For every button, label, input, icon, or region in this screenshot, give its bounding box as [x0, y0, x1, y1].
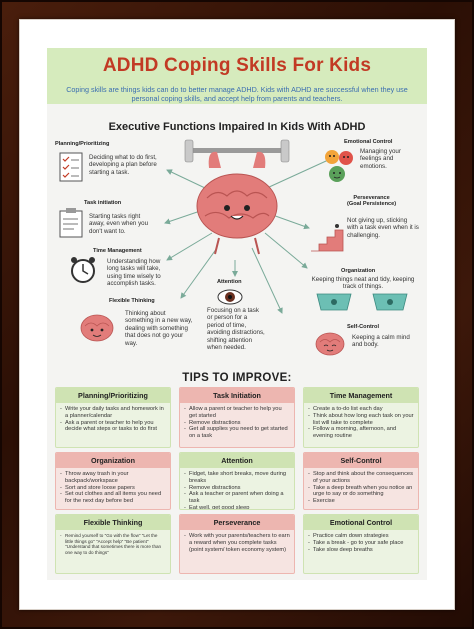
organization-label: Organization	[341, 268, 376, 274]
bins-icon	[313, 292, 413, 312]
emotional-control-text: Managing your feelings and emotions.	[360, 148, 401, 170]
flexible-thinking-label: Flexible Thinking	[109, 298, 155, 304]
perseverance-text: Not giving up, sticking with a task even when it is challenging.	[347, 217, 419, 239]
tip-card-title: Attention	[180, 453, 294, 468]
diagram-heading: Executive Functions Impaired In Kids With ADHD	[108, 121, 366, 133]
tip-card-title: Time Management	[304, 388, 418, 403]
time-management-label: Time Management	[93, 248, 142, 254]
tip-item: - Get all supplies you need to get started on a task	[184, 426, 290, 440]
tip-card-title: Planning/Prioritizing	[56, 388, 170, 403]
tip-item: - Create a to-do list each day	[308, 406, 414, 413]
tip-item: - Follow a morning, afternoon, and evening routine	[308, 426, 414, 440]
planning-label: Planning/Prioritizing	[55, 141, 110, 147]
time-management-text: Understanding how long tasks will take, using time wisely to accomplish tasks.	[107, 258, 161, 288]
tip-card-title: Emotional Control	[304, 515, 418, 530]
tip-item: - Allow a parent or teacher to help you get started	[184, 406, 290, 420]
clipboard-icon	[59, 208, 83, 238]
tip-card-title: Task Initiation	[180, 388, 294, 403]
tip-item: - Remove distractions	[184, 485, 290, 492]
tip-card	[303, 514, 419, 574]
tip-item: - Stop and think about the consequences of your actions	[308, 471, 414, 485]
tip-card-title: Perseverance	[180, 515, 294, 530]
calm-brain-icon	[313, 330, 347, 360]
tip-card	[303, 387, 419, 448]
tip-item: - Fidget, take short breaks, move during breaks	[184, 471, 290, 485]
emotional-control-label: Emotional Control	[344, 139, 393, 145]
tip-item: - Practice calm down strategies	[308, 533, 414, 540]
organization-text: Keeping things neat and tidy, keeping track of things.	[311, 276, 415, 291]
tip-card	[55, 514, 171, 574]
tip-item: - Take slow deep breaths	[308, 547, 414, 554]
tip-card	[179, 387, 295, 448]
tip-item: - Think about how long each task on your list will take to complete	[308, 413, 414, 427]
tip-card	[303, 452, 419, 510]
tip-item: - Throw away trash in your backpack/workspace	[60, 471, 166, 485]
tip-item: - Write your daily tasks and homework in a planner/calendar	[60, 406, 166, 420]
tip-item: - Take a deep breath when you notice an urge to say or do something	[308, 485, 414, 499]
self-control-text: Keeping a calm mind and body.	[352, 334, 410, 349]
tip-item: - Ask a parent or teacher to help you decide what steps or tasks to do first	[60, 420, 166, 434]
poster	[47, 48, 427, 580]
perseverance-label: Perseverance (Goal Persistence)	[347, 195, 397, 207]
tip-item: - Remind yourself to "Go with the flow" "Let the little things go" "Accept help" "Be patient" "Understand that sometimes there is more than one way to do things"	[60, 533, 166, 555]
task-initiation-label: Task initiation	[84, 200, 122, 206]
poster-subtitle: Coping skills are things kids can do to better manage ADHD. Kids with ADHD are successful when they use personal coping skills, and accept help from parents and teachers.	[66, 85, 408, 103]
tip-item: - Eat well, get good sleep	[184, 505, 290, 510]
tip-item: - Set out clothes and all items you need for the next day before bed	[60, 491, 166, 505]
tip-card	[179, 514, 295, 574]
tip-item: - Take a break - go to your safe place	[308, 540, 414, 547]
tip-item: - Sort and store loose papers	[60, 485, 166, 492]
attention-text: Focusing on a task or person for a period of time, avoiding distractions, shifting attention when needed.	[207, 307, 265, 352]
flexible-thinking-text: Thinking about something in a new way, dealing with something that does not go your way.	[125, 310, 193, 347]
eye-icon	[217, 288, 243, 306]
tips-heading: TIPS TO IMPROVE:	[182, 372, 292, 384]
alarm-clock-icon	[69, 256, 97, 284]
tip-card-title: Flexible Thinking	[56, 515, 170, 530]
tip-item: - Exercise	[308, 498, 414, 505]
dumbbell-brain-icon	[177, 138, 297, 263]
tip-item: - Remove distractions	[184, 420, 290, 427]
poster-title: ADHD Coping Skills For Kids	[102, 55, 372, 76]
planning-text: Deciding what to do first, developing a plan before starting a task.	[89, 154, 157, 176]
tip-card	[179, 452, 295, 510]
tip-card-title: Self-Control	[304, 453, 418, 468]
tip-card-title: Organization	[56, 453, 170, 468]
tip-card	[55, 387, 171, 448]
tip-item: - Work with your parents/teachers to earn a reward when you complete tasks (point system/ token economy system)	[184, 533, 290, 553]
attention-label: Attention	[217, 279, 242, 285]
self-control-label: Self-Control	[347, 324, 380, 330]
task-initiation-text: Starting tasks right away, even when you don't want to.	[89, 213, 149, 235]
tip-card	[55, 452, 171, 510]
stairs-icon	[309, 223, 345, 253]
brain-icon	[77, 310, 117, 348]
emotion-faces-icon	[323, 148, 355, 184]
checklist-icon	[59, 152, 83, 182]
tip-item: - Ask a teacher or parent when doing a task	[184, 491, 290, 505]
